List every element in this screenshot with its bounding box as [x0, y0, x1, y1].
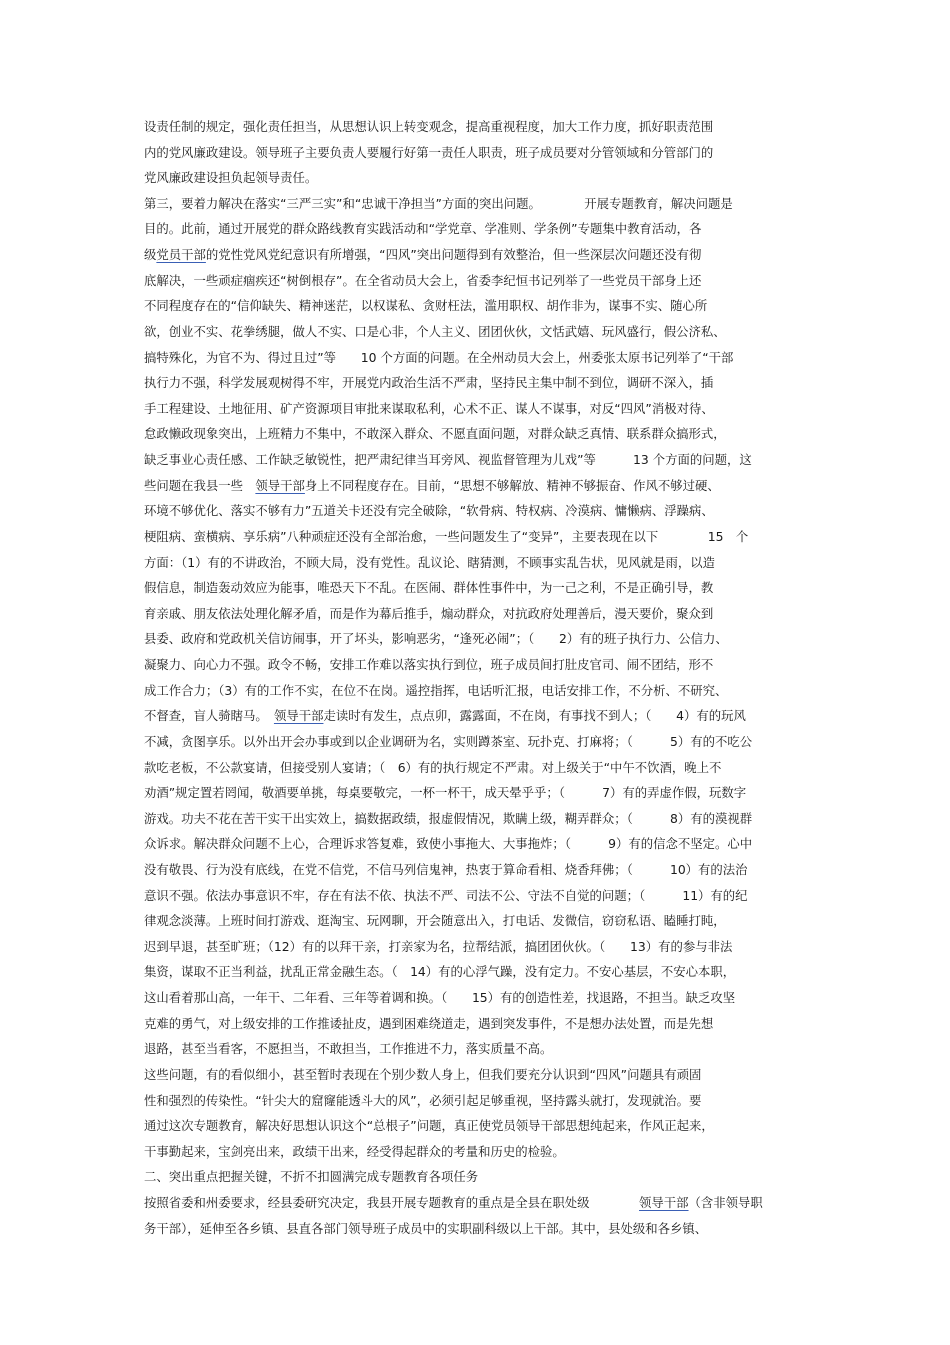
text-segment: 级 [144, 248, 157, 263]
text-segment: 些问题在我县一些 [144, 478, 256, 493]
text-line: 退路，甚至当看客，不愿担当，不敢担当，工作推进不力，落实质量不高。 [144, 1042, 553, 1057]
text-line: 律观念淡薄。上班时间打游戏、逛淘宝、玩网聊，开会随意出入，打电话、发微信，窃窃私语、瞌睡打盹， [144, 914, 726, 929]
text-line: 通过这次专题教育，解决好思想认识这个“总根子”问题，真正使党员领导干部思想纯起来，作风正起来， [144, 1119, 714, 1134]
text-line: 这些问题，有的看似细小，甚至暂时表现在个别少数人身上，但我们要充分认识到“四风”问题具有顽固 [144, 1067, 702, 1082]
text-line: 劝酒”规定置若罔闻，敬酒要单挑，每桌要敬完，一杯一杯干，成天晕乎乎；（ 7）有的弄虚作假，玩数字 [144, 786, 747, 801]
text-line: 干事勤起来，宝剑亮出来，政绩干出来，经受得起群众的考量和历史的检验。 [144, 1144, 565, 1159]
text-line: 不同程度存在的“信仰缺失、精神迷茫，以权谋私、贪财枉法，滥用职权、胡作非为，谋事不实、随心所 [144, 299, 708, 314]
text-line: 务干部），延伸至各乡镇、县直各部门领导班子成员中的实职副科级以上干部。其中，县处级和各乡镇、 [144, 1221, 708, 1236]
text-line: 迟到早退，甚至旷班；（12）有的以拜干亲，打亲家为名，拉帮结派，搞团团伙伙。（ 13）有的参与非法 [144, 939, 733, 954]
text-line: 缺乏事业心责任感、工作缺乏敏锐性，把严肃纪律当耳旁风、视监督管理为儿戏”等 13 个方面的问题，这 [144, 453, 752, 468]
text-line: 欲，创业不实、花拳绣腿，做人不实、口是心非，个人主义、团团伙伙，文恬武嬉、玩风盛行，假公济私、 [144, 324, 726, 339]
text-line: 意识不强。依法办事意识不牢，存在有法不依、执法不严、司法不公、守法不自觉的问题；（ 11）有的纪 [144, 888, 748, 903]
text-line: 第三，要着力解决在落实“三严三实”和“忠诚干净担当”方面的突出问题。 开展专题教育，解决问题是 [144, 196, 733, 211]
text-line: 环境不够优化、落实不够有力”五道关卡还没有完全破除，“软骨病、特权病、冷漠病、慵懒病、浮躁病、 [144, 504, 714, 519]
text-line: 底解决，一些顽症痼疾还“树倒根存”。在全省动员大会上，省委李纪恒书记列举了一些党员干部身上还 [144, 273, 702, 288]
text-line [144, 707, 824, 725]
text-segment: 走读时有发生，点点卯，露露面，不在岗，有事找不到人；（ 4）有的玩风 [323, 709, 746, 724]
text-line [144, 246, 824, 264]
text-line: 集资，谋取不正当利益，扰乱正常金融生态。（ 14）有的心浮气躁，没有定力。不安心基层，不安心本职， [144, 965, 736, 980]
text-line: 凝聚力、向心力不强。政令不畅，安排工作难以落实执行到位，班子成员间打肚皮官司、闹不团结，形不 [144, 658, 714, 673]
text-segment: 按照省委和州委要求，经县委研究决定，我县开展专题教育的重点是全县在职处级 [144, 1196, 640, 1211]
text-line: 搞特殊化，为官不为、得过且过”等 10 个方面的问题。在全州动员大会上，州委张太原书记列举了“干部 [144, 350, 734, 365]
text-line: 成工作合力；（3）有的工作不实，在位不在岗。遥控指挥，电话听汇报，电话安排工作，不分析、不研究、 [144, 683, 728, 698]
text-line [144, 477, 824, 495]
underlined-term: 领导干部 [639, 1196, 689, 1211]
underlined-term: 领导干部 [255, 478, 305, 493]
underlined-term: 党员干部 [156, 248, 206, 263]
text-line: 性和强烈的传染性。“针尖大的窟窿能透斗大的风”，必须引起足够重视，坚持露头就打，发现就治。要 [144, 1093, 702, 1108]
text-line: 没有敬畏、行为没有底线，在党不信党，不信马列信鬼神，热衷于算命看相、烧香拜佛；（ 10）有的法治 [144, 862, 748, 877]
text-line: 县委、政府和党政机关信访闹事，开了坏头，影响恶劣，“逢死必闹”；（ 2）有的班子执行力、公信力、 [144, 632, 728, 647]
text-line [144, 1194, 824, 1212]
text-line: 目的。此前，通过开展党的群众路线教育实践活动和“学党章、学准则、学条例”专题集中教育活动，各 [144, 222, 702, 237]
text-line: 梗阻病、蛮横病、享乐病”八种顽症还没有全部治愈，一些问题发生了“变异”，主要表现在以下 15 个 [144, 529, 749, 544]
underlined-term: 领导干部 [273, 709, 324, 724]
text-segment: （含非领导职 [688, 1196, 763, 1211]
text-line: 设责任制的规定，强化责任担当，从思想认识上转变观念，提高重视程度，加大工作力度，抓好职责范围 [144, 120, 714, 134]
text-line: 假信息，制造轰动效应为能事，唯恐天下不乱。在医闹、群体性事件中，为一己之利，不是正确引导，教 [144, 581, 714, 596]
text-line: 二、突出重点把握关键，不折不扣圆满完成专题教育各项任务 [144, 1170, 479, 1185]
text-line: 方面：（1）有的不讲政治，不顾大局，没有党性。乱议论、瞎猜测，不顾事实乱告状，见风就是雨，以造 [144, 555, 715, 570]
text-line: 怠政懒政现象突出，上班精力不集中，不敢深入群众、不愿直面问题，对群众缺乏真情、联系群众搞形式， [144, 427, 726, 442]
text-line: 育亲戚、朋友依法处理化解矛盾，而是作为幕后推手，煽动群众，对抗政府处理善后，漫天要价，聚众到 [144, 606, 714, 621]
text-line: 不减，贪图享乐。以外出开会办事或到以企业调研为名，实则蹲茶室、玩扑克、打麻将；（ 5）有的不吃公 [144, 734, 753, 749]
text-line: 党风廉政建设担负起领导责任。 [144, 171, 318, 186]
text-line: 这山看着那山高，一年干、二年看、三年等着调和换。（ 15）有的创造性差，找退路，不担当。缺乏攻坚 [144, 991, 736, 1006]
text-line: 众诉求。解决群众问题不上心，合理诉求答复难，致使小事拖大、大事拖炸；（ 9）有的信念不坚定。心中 [144, 837, 753, 852]
text-segment: 不督查，盲人骑瞎马。 [144, 709, 274, 724]
text-line: 手工程建设、土地征用、矿产资源项目审批来谋取私利，心术不正、谋人不谋事，对反“四风”消极对待、 [144, 401, 714, 416]
text-line: 款吃老板，不公款宴请，但接受别人宴请；（ 6）有的执行规定不严肃。对上级关于“中午不饮酒，晚上不 [144, 760, 722, 775]
text-line: 执行力不强，科学发展观树得不牢，开展党内政治生活不严肃，坚持民主集中制不到位，调研不深入，插 [144, 376, 714, 391]
text-line: 克难的勇气，对上级安排的工作推诿扯皮，遇到困难绕道走，遇到突发事件，不是想办法处置，而是先想 [144, 1016, 714, 1031]
text-line: 内的党风廉政建设。领导班子主要负责人要履行好第一责任人职责，班子成员要对分管领域和分管部门的 [144, 145, 714, 160]
text-segment: 的党性党风党纪意识有所增强，“四风”突出问题得到有效整治，但一些深层次问题还没有彻 [205, 248, 702, 263]
text-segment: 身上不同程度存在。目前，“思想不够解放、精神不够振奋、作风不够过硬、 [304, 478, 720, 493]
text-line: 游戏。功夫不花在苦干实干出实效上，搞数据政绩，报虚假情况，欺瞒上级，糊弄群众；（ 8）有的漠视群 [144, 811, 753, 826]
